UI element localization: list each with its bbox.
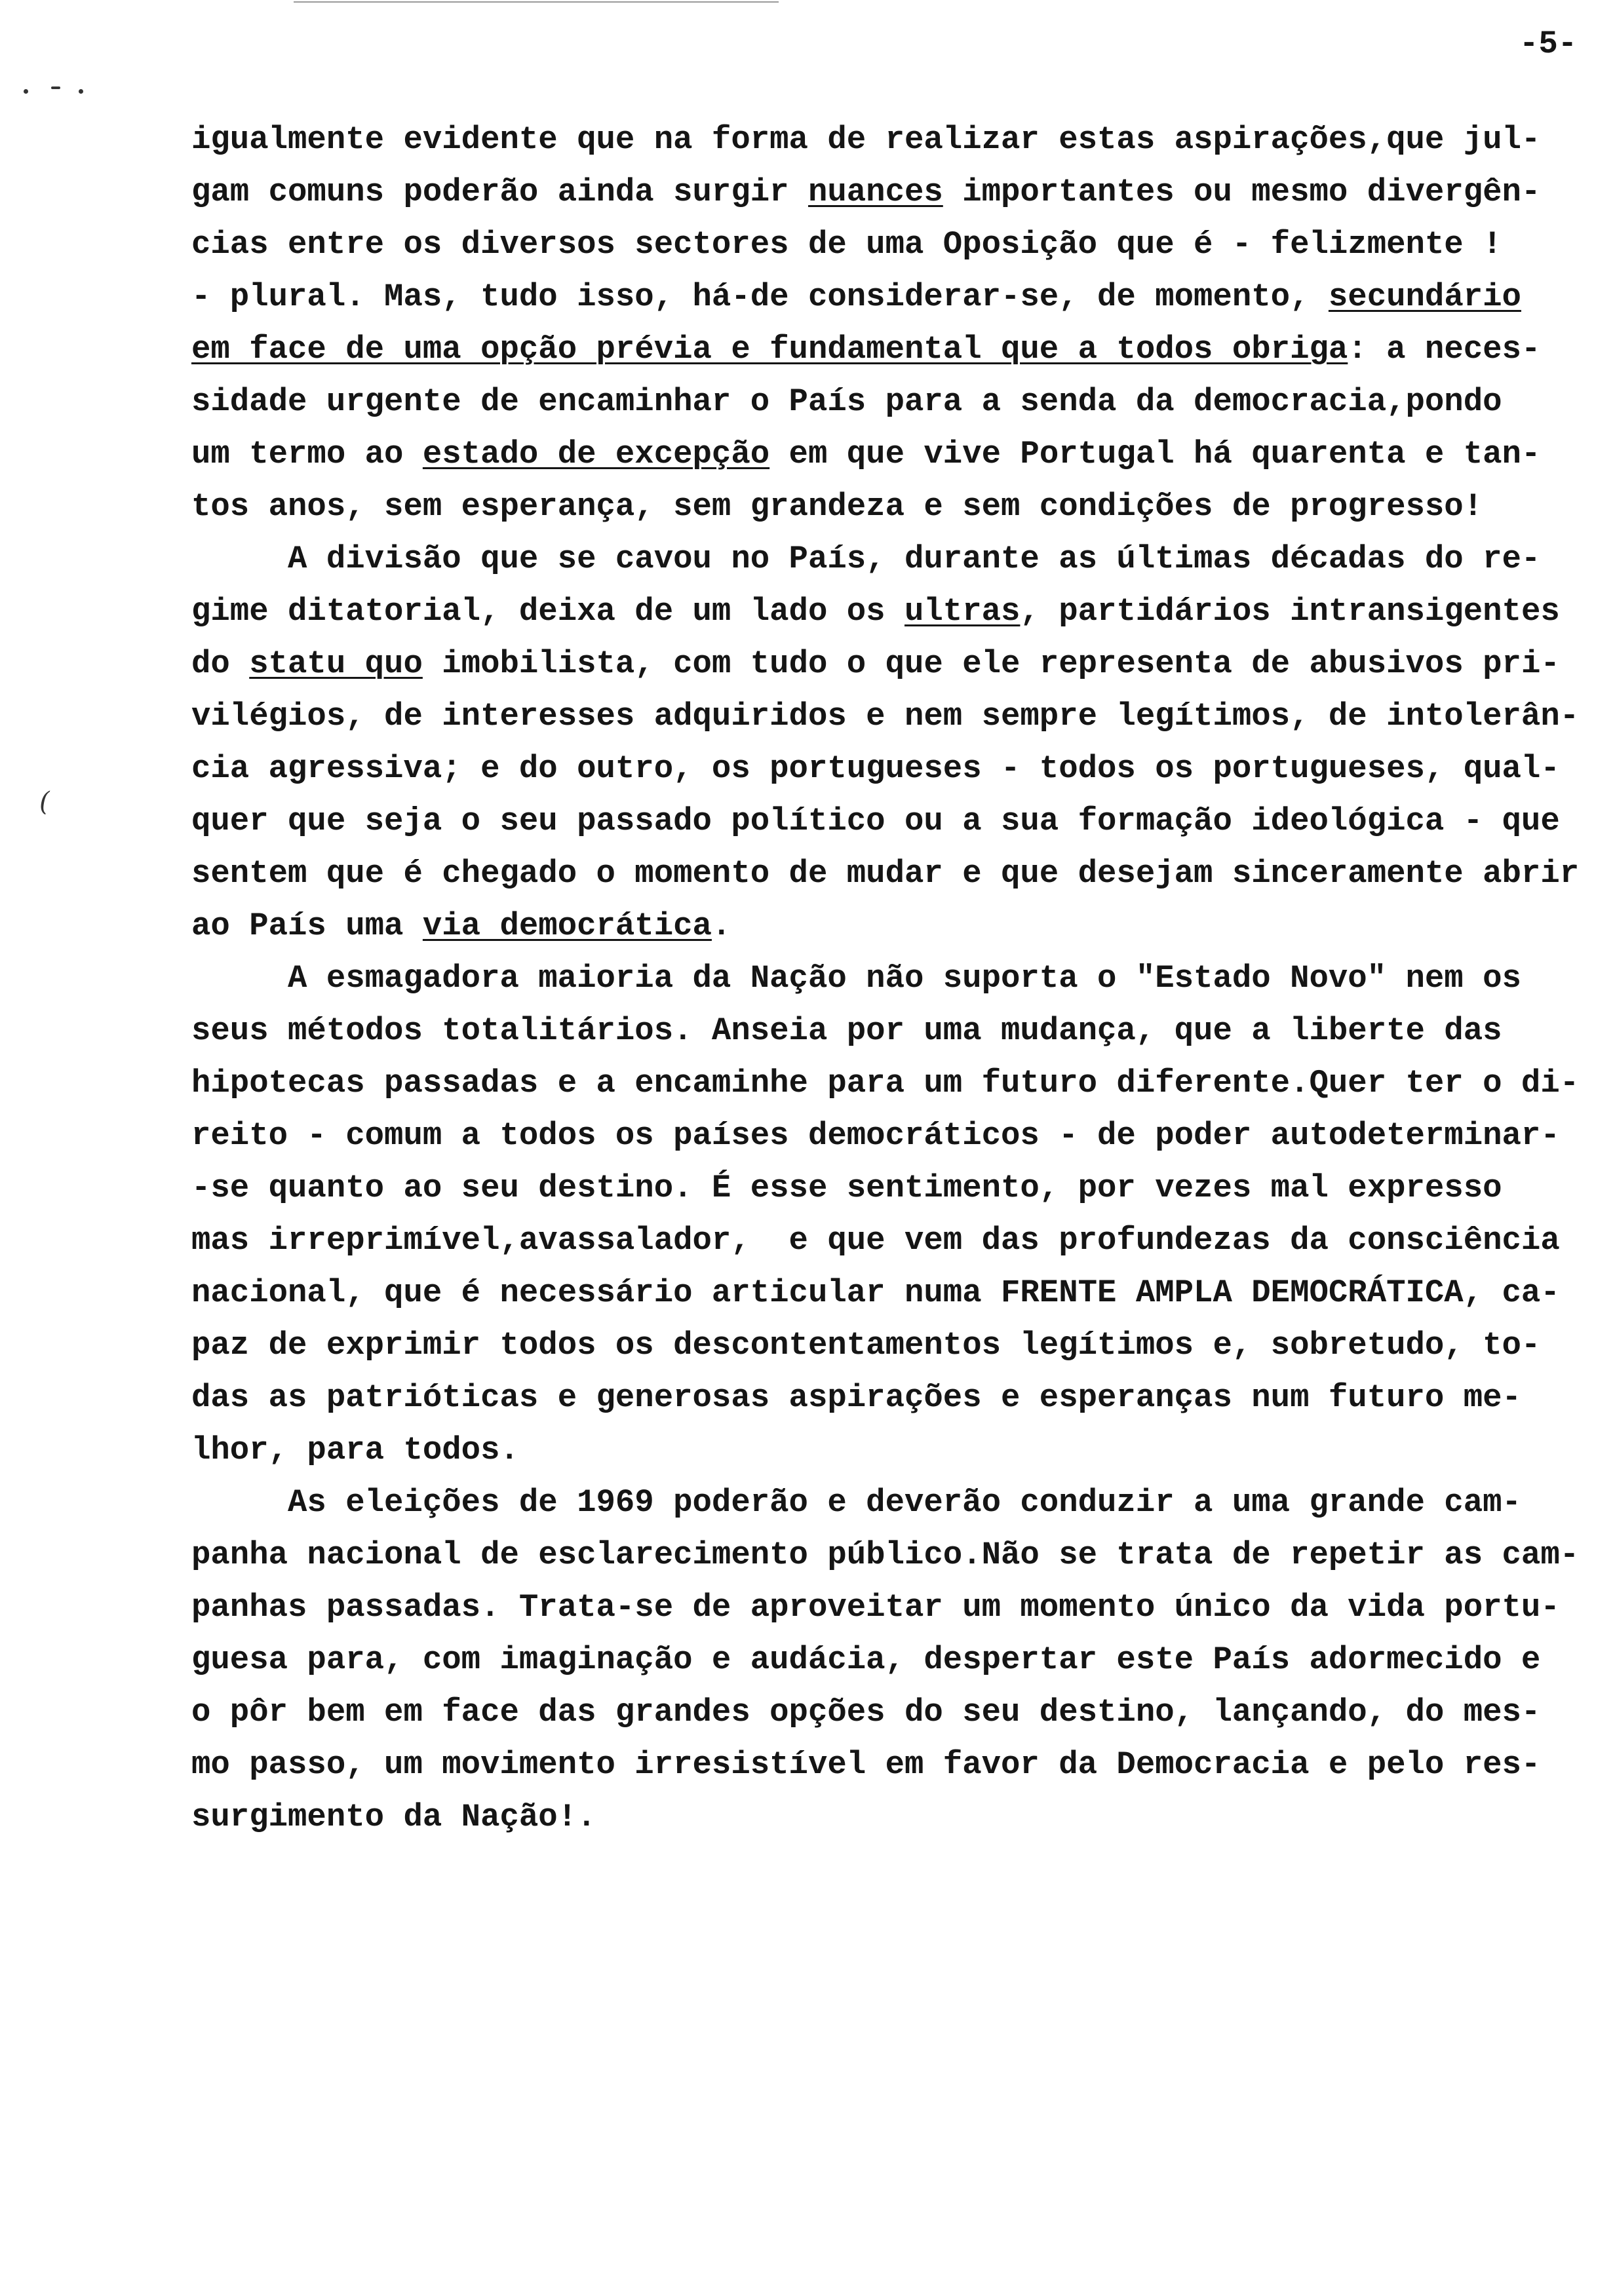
text-segment: panha nacional de esclarecimento público.Não se trata de repetir as cam-: [191, 1537, 1580, 1573]
text-line: [191, 952, 1601, 1004]
text-segment: tos anos, sem esperança, sem grandeza e sem condições de progresso!: [191, 488, 1483, 525]
text-line: [191, 323, 1601, 375]
text-segment: paz de exprimir todos os descontentamentos legítimos e, sobretudo, to-: [191, 1327, 1541, 1364]
text-line: [191, 480, 1601, 533]
text-segment: lhor, para todos.: [191, 1432, 519, 1468]
paragraph: [191, 113, 1601, 533]
text-segment: nacional, que é necessário articular numa FRENTE AMPLA DEMOCRÁTICA, ca-: [191, 1274, 1560, 1311]
underlined-text: ultras: [904, 593, 1021, 630]
text-segment: importantes ou mesmo divergên-: [943, 174, 1541, 210]
paragraph: [191, 533, 1601, 952]
text-line: [191, 1424, 1601, 1476]
text-line: [191, 1109, 1601, 1162]
text-line: [191, 638, 1601, 690]
text-segment: igualmente evidente que na forma de realizar estas aspirações,que jul-: [191, 121, 1541, 158]
text-line: [191, 1057, 1601, 1109]
document-body: [191, 113, 1601, 1843]
text-segment: A esmagadora maioria da Nação não suporta o "Estado Novo" nem os: [288, 960, 1521, 997]
text-line: [191, 1529, 1601, 1581]
text-segment: - plural. Mas, tudo isso, há-de considerar-se, de momento,: [191, 278, 1329, 315]
text-segment: das as patrióticas e generosas aspirações e esperanças num futuro me-: [191, 1379, 1521, 1416]
text-segment: panhas passadas. Trata-se de aproveitar um momento único da vida portu-: [191, 1589, 1560, 1626]
text-line: [191, 1214, 1601, 1267]
text-segment: gime ditatorial, deixa de um lado os: [191, 593, 905, 630]
text-line: [191, 1319, 1601, 1371]
text-line: [191, 847, 1601, 900]
text-line: [191, 533, 1601, 585]
underlined-text: statu quo: [249, 645, 423, 682]
text-line: [191, 1581, 1601, 1634]
text-segment: vilégios, de interesses adquiridos e nem sempre legítimos, de intolerân-: [191, 698, 1580, 735]
text-segment: A divisão que se cavou no País, durante as últimas décadas do re-: [288, 541, 1541, 577]
text-segment: cia agressiva; e do outro, os portugueses - todos os portugueses, qual-: [191, 750, 1560, 787]
stray-ink-dash: [51, 86, 60, 89]
underlined-text: secundário: [1328, 278, 1521, 315]
text-line: [191, 1634, 1601, 1686]
text-segment: mas irreprimível,avassalador, e que vem das profundezas da consciência: [191, 1222, 1560, 1259]
text-segment: .: [711, 908, 731, 944]
text-line: [191, 1371, 1601, 1424]
text-segment: o pôr bem em face das grandes opções do seu destino, lançando, do mes-: [191, 1694, 1541, 1731]
text-segment: , partidários intransigentes: [1020, 593, 1560, 630]
underlined-text: nuances: [808, 174, 943, 210]
text-segment: ao País uma: [191, 908, 423, 944]
text-line: [191, 1267, 1601, 1319]
margin-mark: (: [39, 787, 50, 817]
text-segment: do: [191, 645, 250, 682]
text-line: [191, 1162, 1601, 1214]
text-line: [191, 1476, 1601, 1529]
text-segment: seus métodos totalitários. Anseia por uma mudança, que a liberte das: [191, 1012, 1502, 1049]
text-line: [191, 1738, 1601, 1791]
stray-ink-dot: [79, 89, 83, 94]
text-line: [191, 166, 1601, 218]
paragraph: [191, 952, 1601, 1476]
text-segment: quer que seja o seu passado político ou a sua formação ideológica - que: [191, 803, 1560, 839]
text-line: [191, 218, 1601, 271]
underlined-text: em face de uma opção prévia e fundamental que a todos obriga: [191, 331, 1348, 368]
text-segment: sidade urgente de encaminhar o País para a senda da democracia,pondo: [191, 383, 1502, 420]
text-segment: cias entre os diversos sectores de uma Oposição que é - felizmente !: [191, 226, 1502, 263]
scan-edge-line: [294, 1, 779, 3]
stray-ink-dot: [24, 89, 28, 94]
paragraph: [191, 1476, 1601, 1843]
text-segment: sentem que é chegado o momento de mudar e que desejam sinceramente abrir: [191, 855, 1580, 892]
text-line: [191, 428, 1601, 480]
page-number: -5-: [1519, 26, 1578, 62]
text-line: [191, 795, 1601, 847]
underlined-text: estado de excepção: [422, 436, 770, 472]
text-segment: reito - comum a todos os países democráticos - de poder autodeterminar-: [191, 1117, 1560, 1154]
text-line: [191, 585, 1601, 638]
text-segment: um termo ao: [191, 436, 423, 472]
text-line: [191, 742, 1601, 795]
text-line: [191, 690, 1601, 742]
text-segment: imobilista, com tudo o que ele representa de abusivos pri-: [422, 645, 1560, 682]
underlined-text: via democrática: [422, 908, 712, 944]
text-line: [191, 375, 1601, 428]
text-segment: mo passo, um movimento irresistível em favor da Democracia e pelo res-: [191, 1746, 1541, 1783]
text-segment: surgimento da Nação!.: [191, 1799, 596, 1835]
text-segment: : a neces-: [1348, 331, 1541, 368]
text-segment: hipotecas passadas e a encaminhe para um futuro diferente.Quer ter o di-: [191, 1065, 1580, 1101]
text-segment: gam comuns poderão ainda surgir: [191, 174, 808, 210]
text-segment: guesa para, com imaginação e audácia, despertar este País adormecido e: [191, 1641, 1541, 1678]
text-line: [191, 1791, 1601, 1843]
text-line: [191, 1004, 1601, 1057]
text-segment: As eleições de 1969 poderão e deverão conduzir a uma grande cam-: [288, 1484, 1521, 1521]
text-line: [191, 1686, 1601, 1738]
text-line: [191, 113, 1601, 166]
text-line: [191, 900, 1601, 952]
text-segment: em que vive Portugal há quarenta e tan-: [769, 436, 1541, 472]
text-line: [191, 271, 1601, 323]
text-segment: -se quanto ao seu destino. É esse sentimento, por vezes mal expresso: [191, 1170, 1502, 1206]
